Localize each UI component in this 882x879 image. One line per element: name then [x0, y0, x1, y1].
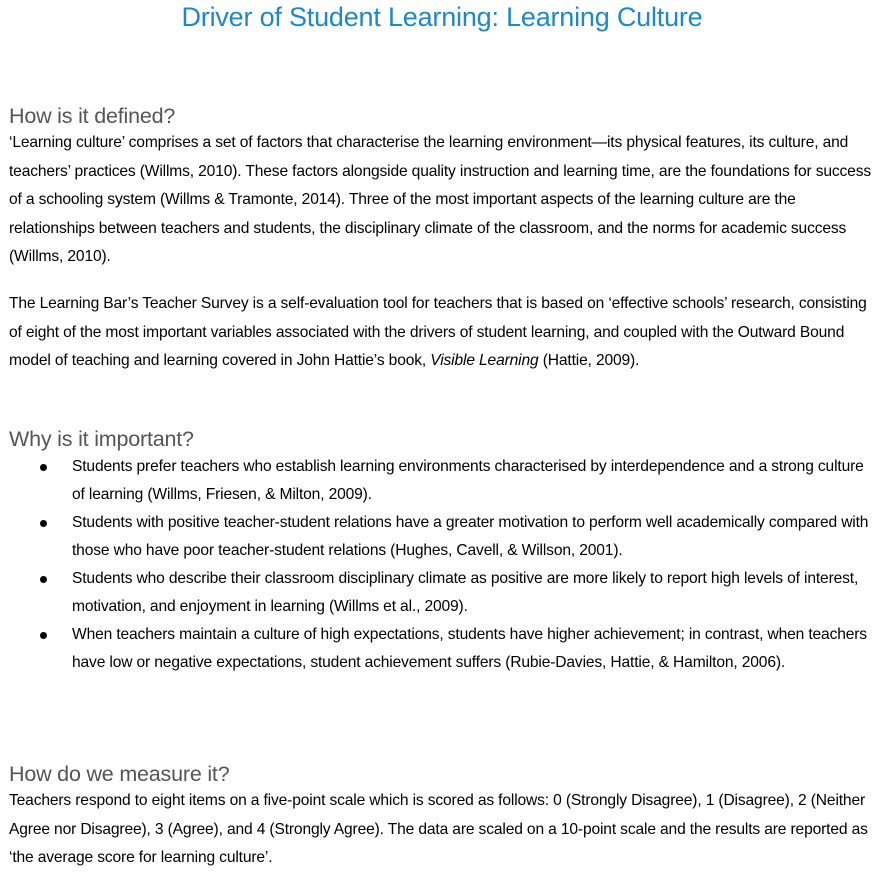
book-title-italic: Visible Learning	[430, 352, 539, 370]
list-item	[9, 509, 875, 565]
bullet-dot-icon	[40, 632, 47, 639]
importance-bullet-list	[9, 453, 875, 677]
bullet-dot-icon	[40, 464, 47, 471]
list-item	[9, 453, 875, 509]
list-item	[9, 621, 875, 677]
list-item-text: Students who describe their classroom disciplinary climate as positive are more likely to report high levels of interest, motivation, and enjoyment in learning (Willms et al., 2009).	[72, 570, 859, 615]
teacher-survey-text-end: (Hattie, 2009).	[538, 352, 640, 370]
list-item	[9, 565, 875, 621]
document-title: Driver of Student Learning: Learning Culture	[181, 2, 703, 32]
section-heading-measure: How do we measure it?	[9, 762, 230, 786]
section-heading-defined: How is it defined?	[9, 104, 176, 128]
definition-paragraph: ‘Learning culture’ comprises a set of factors that characterise the learning environment—its physical features, its culture, and teachers’ practices (Willms, 2010). These factors alongside quality instruction and learning time, are the foundations for success of a schooling system (Willms & Tramonte, 2014). Three of the most important aspects of the learning culture are the relationships between teachers and students, the disciplinary climate of the classroom, and the norms for academic success (Willms, 2010).	[9, 134, 871, 266]
teacher-survey-paragraph	[9, 290, 875, 376]
bullet-dot-icon	[40, 576, 47, 583]
measurement-paragraph: Teachers respond to eight items on a five-point scale which is scored as follows: 0 (Strongly Disagree), 1 (Disagree), 2 (Neither Agree nor Disagree), 3 (Agree), and 4 (Strongly Agree). The data are scaled on a 10-point scale and the results are reported as ‘the average score for learning culture’.	[9, 792, 868, 867]
teacher-survey-text-start: The Learning Bar’s Teacher Survey is a self-evaluation tool for teachers that is based on ‘effective schools’ research, consisting of eight of the most important variables associated with the drivers of student learning, and coupled with the Outward Bound model of teaching and learning covered in John Hattie’s book,	[9, 295, 867, 370]
list-item-text: When teachers maintain a culture of high expectations, students have higher achievement; in contrast, when teachers have low or negative expectations, student achievement suffers (Rubie-Davies, Hattie, & Hamilton, 2006).	[72, 626, 867, 671]
section-heading-important: Why is it important?	[9, 427, 194, 451]
bullet-dot-icon	[40, 520, 47, 527]
list-item-text: Students with positive teacher-student relations have a greater motivation to perform well academically compared with those who have poor teacher-student relations (Hughes, Cavell, & Willson, 2001).	[72, 514, 869, 559]
list-item-text: Students prefer teachers who establish learning environments characterised by interdependence and a strong culture of learning (Willms, Friesen, & Milton, 2009).	[72, 458, 864, 503]
